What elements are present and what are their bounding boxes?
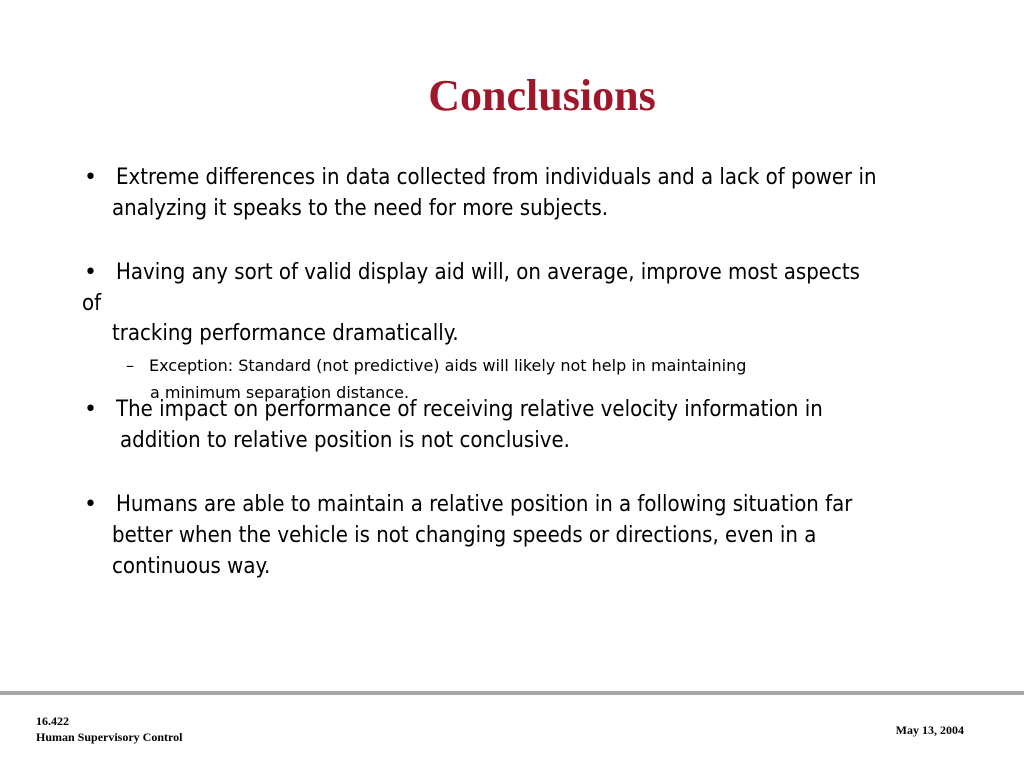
footer-divider <box>0 691 1024 695</box>
bullet-marker: • <box>84 492 97 517</box>
bullet-3-line-2: addition to relative position is not conclusive. <box>120 428 570 453</box>
bullet-1-line-2: analyzing it speaks to the need for more subjects. <box>112 196 609 221</box>
sub-bullet-line-2: a minimum separation distance. <box>150 383 410 402</box>
bullet-4-line-1: Humans are able to maintain a relative position in a following situation far <box>116 492 853 517</box>
bullet-2-line-3: tracking performance dramatically. <box>112 321 459 346</box>
bullet-2-line-2: of <box>82 291 102 316</box>
bullet-marker: • <box>84 260 97 285</box>
bullet-2-line-1: Having any sort of valid display aid will, on average, improve most aspects <box>116 260 860 285</box>
slide-title: Conclusions <box>428 71 656 120</box>
bullet-1-line-1: Extreme differences in data collected from individuals and a lack of power in <box>116 165 877 190</box>
bullet-marker: • <box>84 165 97 190</box>
bullet-marker: • <box>84 397 97 422</box>
footer-course-number: 16.422 <box>36 714 69 728</box>
bullet-4-line-3: continuous way. <box>112 554 271 579</box>
bullet-4-line-2: better when the vehicle is not changing speeds or directions, even in a <box>112 523 817 548</box>
footer-course-name: Human Supervisory Control <box>36 730 183 744</box>
footer-date: May 13, 2004 <box>895 723 964 737</box>
footer-course <box>36 713 182 745</box>
bullet-3-line-1: The impact on performance of receiving relative velocity information in <box>116 397 823 422</box>
sub-bullet-marker: – <box>126 356 134 375</box>
sub-bullet-line-1: Exception: Standard (not predictive) aids will likely not help in maintaining <box>149 356 747 375</box>
